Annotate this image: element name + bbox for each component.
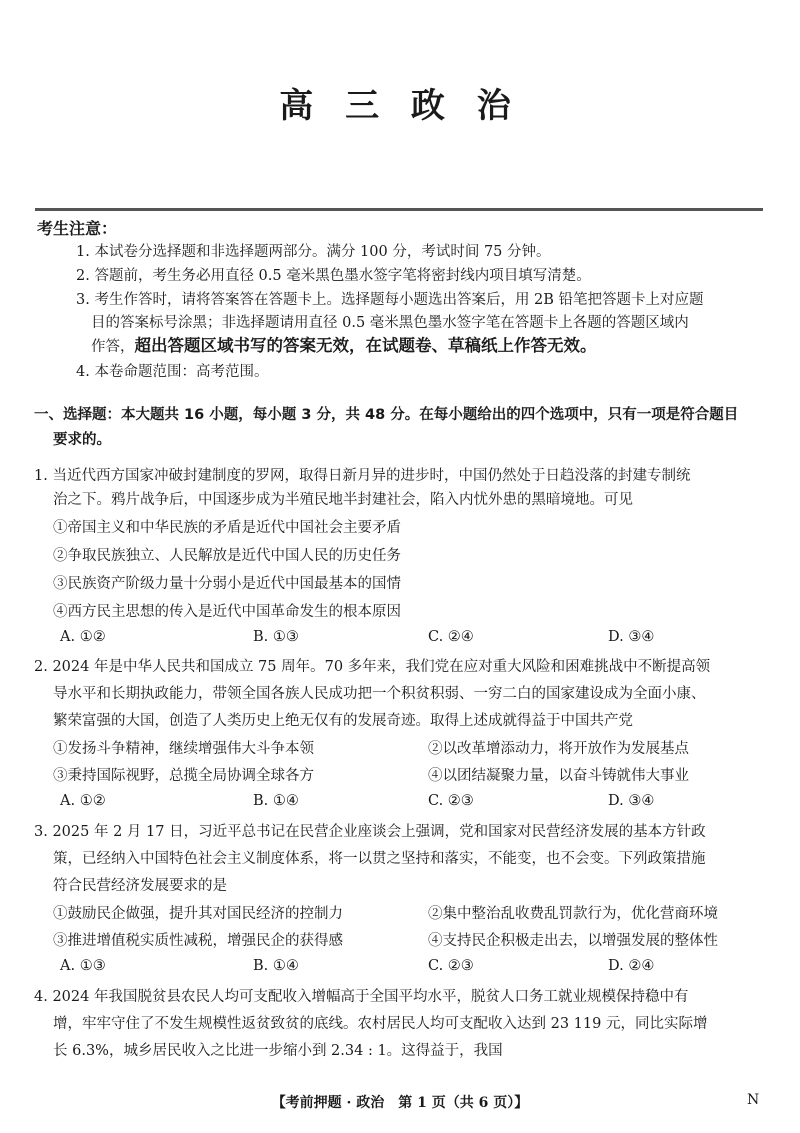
q2-option-a: A. ①② [60, 793, 106, 809]
q4-stem-line-1: 4. 2024 年我国脱贫县农民人均可支配收入增幅高于全国平均水平，脱贫人口务工就业规模保持稳中有 [34, 989, 689, 1005]
q1-stem-line-1: 1. 当近代西方国家冲破封建制度的罗网，取得日新月异的进步时，中国仍然处于日趋没落的封建专制统 [34, 468, 691, 484]
notice-item-2: 2. 答题前，考生务必用直径 0.5 毫米黑色墨水签字笔将密封线内项目填写清楚。 [76, 268, 591, 284]
q3-statement-3: ③推进增值税实质性减税，增强民企的获得感 [53, 933, 343, 949]
q4-stem-line-3: 长 6.3%，城乡居民收入之比进一步缩小到 2.34 : 1。这得益于，我国 [53, 1043, 503, 1059]
q2-statement-4: ④以团结凝聚力量，以奋斗铸就伟大事业 [428, 768, 689, 784]
q2-option-c: C. ②③ [428, 793, 474, 809]
notice-item-3-line-3 [91, 336, 597, 357]
page-footer: 【考前押题 · 政治 第 1 页（共 6 页）】 [271, 1095, 529, 1111]
q3-statement-1: ①鼓励民企做强，提升其对国民经济的控制力 [53, 906, 343, 922]
q2-statement-3: ③秉持国际视野，总揽全局协调全球各方 [53, 768, 314, 784]
notice-item-4: 4. 本卷命题范围：高考范围。 [76, 364, 269, 380]
q3-option-a: A. ①③ [60, 958, 106, 974]
notice-item-3-prefix: 作答， [91, 339, 135, 355]
q1-option-d: D. ③④ [608, 629, 655, 645]
q2-stem-line-3: 繁荣富强的大国，创造了人类历史上绝无仅有的发展奇迹。取得上述成就得益于中国共产党 [53, 713, 633, 729]
q3-stem-line-2: 策，已经纳入中国特色社会主义制度体系，将一以贯之坚持和落实，不能变，也不会变。下列政策措施 [53, 851, 706, 867]
q2-statement-1: ①发扬斗争精神，继续增强伟大斗争本领 [53, 741, 314, 757]
section-heading-line-2: 要求的。 [53, 432, 111, 448]
q3-option-c: C. ②③ [428, 958, 474, 974]
q2-stem-line-2: 导水平和长期执政能力，带领全国各族人民成功把一个积贫积弱、一穷二白的国家建设成为全面小康、 [53, 686, 706, 702]
q2-option-b: B. ①④ [253, 793, 299, 809]
q3-stem-line-1: 3. 2025 年 2 月 17 日，习近平总书记在民营企业座谈会上强调，党和国家对民营经济发展的基本方针政 [34, 824, 706, 840]
q3-option-d: D. ②④ [608, 958, 655, 974]
q2-option-d: D. ③④ [608, 793, 655, 809]
q1-statement-2: ②争取民族独立、人民解放是近代中国人民的历史任务 [53, 548, 401, 564]
q2-stem-line-1: 2. 2024 年是中华人民共和国成立 75 周年。70 多年来，我们党在应对重大风险和困难挑战中不断提高领 [34, 659, 711, 675]
page-title: 高 三 政 治 [279, 86, 521, 126]
section-heading-line-1: 一、选择题：本大题共 16 小题，每小题 3 分，共 48 分。在每小题给出的四个选项中，只有一项是符合题目 [34, 407, 739, 423]
q4-stem-line-2: 增，牢牢守住了不发生规模性返贫致贫的底线。农村居民人均可支配收入达到 23 119 元，同比实际增 [53, 1016, 708, 1032]
q2-statement-2: ②以改革增添动力，将开放作为发展基点 [428, 741, 689, 757]
notice-emphasis: 超出答题区域书写的答案无效，在试题卷、草稿纸上作答无效。 [134, 336, 597, 355]
q3-stem-line-3: 符合民营经济发展要求的是 [53, 878, 227, 894]
q1-option-a: A. ①② [60, 629, 106, 645]
divider-line [35, 208, 763, 211]
footer-version-letter: N [747, 1092, 760, 1108]
q1-statement-4: ④西方民主思想的传入是近代中国革命发生的根本原因 [53, 604, 401, 620]
notice-item-3-line-2: 目的答案标号涂黑；非选择题请用直径 0.5 毫米黑色墨水签字笔在答题卡上各题的答题区域内 [91, 315, 689, 331]
q1-statement-3: ③民族资产阶级力量十分弱小是近代中国最基本的国情 [53, 576, 401, 592]
notice-item-3-line-1: 3. 考生作答时，请将答案答在答题卡上。选择题每小题选出答案后，用 2B 铅笔把答题卡上对应题 [76, 292, 704, 308]
q3-option-b: B. ①④ [253, 958, 299, 974]
q1-option-c: C. ②④ [428, 629, 474, 645]
q1-stem-line-2: 治之下。鸦片战争后，中国逐步成为半殖民地半封建社会，陷入内忧外患的黑暗境地。可见 [53, 492, 633, 508]
q3-statement-2: ②集中整治乱收费乱罚款行为，优化营商环境 [428, 906, 718, 922]
q3-statement-4: ④支持民企积极走出去，以增强发展的整体性 [428, 933, 718, 949]
q1-option-b: B. ①③ [253, 629, 299, 645]
q1-statement-1: ①帝国主义和中华民族的矛盾是近代中国社会主要矛盾 [53, 520, 401, 536]
notice-heading: 考生注意： [37, 219, 118, 238]
notice-item-1: 1. 本试卷分选择题和非选择题两部分。满分 100 分，考试时间 75 分钟。 [76, 244, 551, 260]
